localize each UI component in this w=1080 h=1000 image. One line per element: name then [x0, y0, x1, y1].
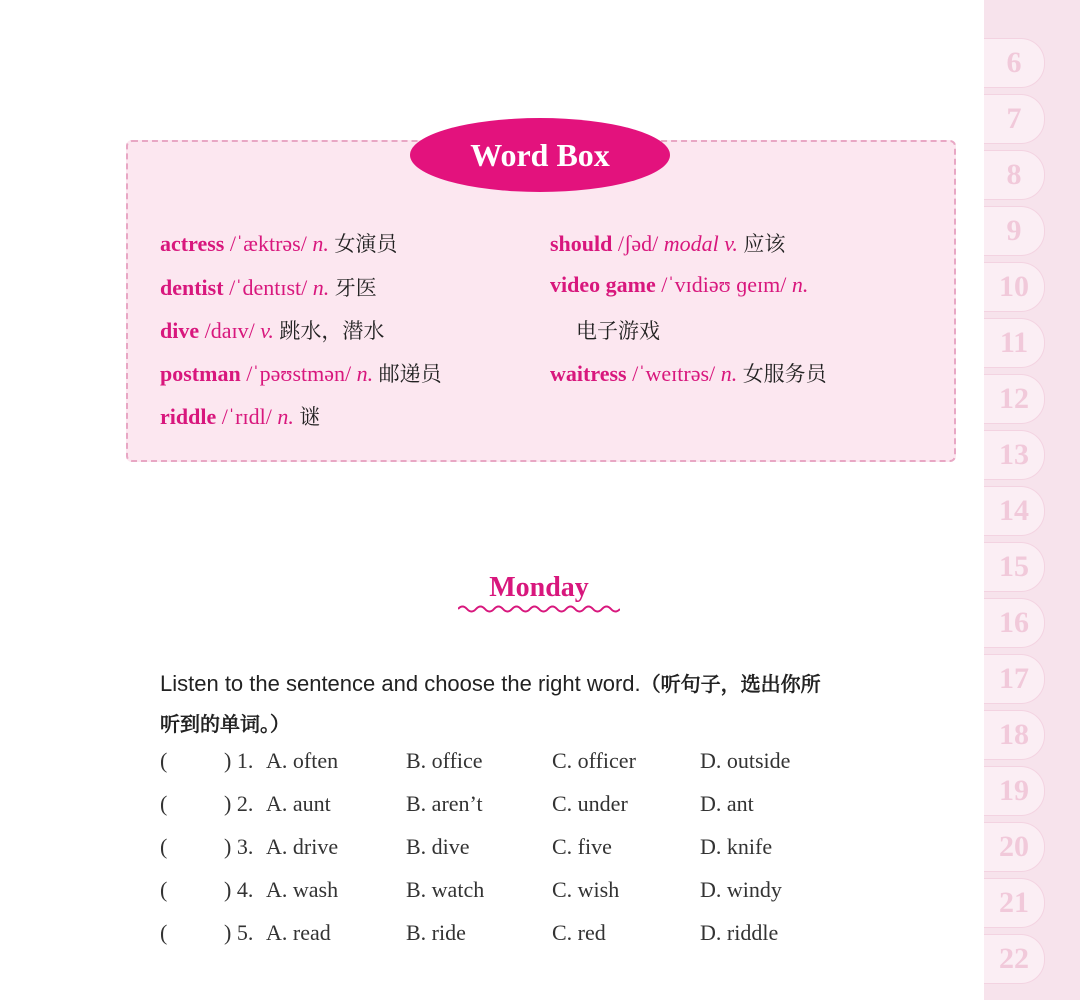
question-number: ) 3. [224, 834, 254, 859]
option-a: A. wash [266, 877, 339, 902]
entry-meaning: 牙医 [334, 276, 377, 300]
entry-word: waitress [550, 361, 627, 386]
entry-word: postman [160, 361, 241, 386]
answer-paren[interactable]: ( [160, 834, 168, 859]
entry-pos: n. [277, 404, 294, 429]
question-number: ) 1. [224, 748, 254, 773]
entry-meaning: 电子游戏 [576, 319, 660, 343]
entry-word: should [550, 231, 613, 256]
word-entry-video-game [550, 272, 808, 298]
side-tab: 12 [984, 374, 1045, 424]
entry-meaning: 女服务员 [742, 362, 827, 386]
answer-paren[interactable]: ( [160, 920, 168, 945]
entry-phonetic: /ˈpəʊstmən/ [246, 361, 352, 386]
side-tab-strip [984, 0, 1080, 1000]
side-tab: 6 [984, 38, 1045, 88]
option-d: D. ant [700, 791, 754, 816]
word-entry-dive [160, 315, 384, 345]
option-c: C. red [552, 920, 606, 945]
option-d: D. windy [700, 877, 782, 902]
side-tab: 7 [984, 94, 1045, 144]
entry-pos: v. [260, 318, 274, 343]
answer-paren[interactable]: ( [160, 877, 168, 902]
entry-meaning: 跳水，潜水 [279, 319, 385, 343]
entry-meaning: 女演员 [334, 232, 398, 256]
side-tab: 13 [984, 430, 1045, 480]
entry-word: video game [550, 272, 656, 297]
question-number: ) 2. [224, 791, 254, 816]
instructions [160, 664, 940, 744]
answer-paren[interactable]: ( [160, 791, 168, 816]
entry-pos: modal v. [663, 231, 738, 256]
entry-phonetic: /ˈæktrəs/ [229, 231, 307, 256]
entry-pos: n. [312, 275, 330, 300]
option-b: B. ride [406, 920, 466, 945]
side-tab: 21 [984, 878, 1045, 928]
entry-pos: n. [356, 361, 374, 386]
entry-word: actress [160, 231, 225, 256]
side-tab: 15 [984, 542, 1045, 592]
word-entry-video-game-meaning [576, 315, 660, 345]
option-b: B. office [406, 748, 483, 773]
entry-word: dive [160, 318, 200, 343]
entry-pos: n. [720, 361, 738, 386]
entry-word: riddle [160, 404, 217, 429]
word-entry-riddle [160, 401, 320, 431]
option-b: B. aren’t [406, 791, 483, 816]
option-c: C. officer [552, 748, 636, 773]
side-tab: 10 [984, 262, 1045, 312]
side-tab: 22 [984, 934, 1045, 984]
side-tab: 17 [984, 654, 1045, 704]
option-b: B. dive [406, 834, 470, 859]
entry-phonetic: /ˈweɪtrəs/ [632, 361, 716, 386]
entry-meaning: 谜 [299, 405, 321, 429]
side-tab: 14 [984, 486, 1045, 536]
option-d: D. knife [700, 834, 773, 859]
entry-word: dentist [160, 275, 224, 300]
word-entry-dentist [160, 272, 377, 302]
option-c: C. five [552, 834, 612, 859]
question-number: ) 4. [224, 877, 254, 902]
option-b: B. watch [406, 877, 485, 902]
option-c: C. under [552, 791, 628, 816]
entry-pos: n. [312, 231, 329, 256]
entry-meaning: 邮递员 [378, 362, 442, 386]
side-tab: 18 [984, 710, 1045, 760]
instruction-chinese-2: 听到的单词。） [160, 712, 290, 736]
side-tab: 20 [984, 822, 1045, 872]
side-tab: 16 [984, 598, 1045, 648]
word-entry-postman [160, 358, 442, 388]
entry-phonetic: /ˈdentɪst/ [229, 275, 308, 300]
answer-paren[interactable]: ( [160, 748, 168, 773]
side-tab: 8 [984, 150, 1045, 200]
section-title: Monday [489, 572, 589, 603]
side-tab: 11 [984, 318, 1045, 368]
option-a: A. drive [266, 834, 339, 859]
wavy-underline [458, 604, 620, 614]
option-a: A. read [266, 920, 331, 945]
option-d: D. riddle [700, 920, 779, 945]
option-a: A. aunt [266, 791, 331, 816]
entry-phonetic: /ʃəd/ [617, 231, 659, 256]
side-tab: 19 [984, 766, 1045, 816]
entry-meaning: 应该 [743, 232, 786, 256]
entry-pos: n. [791, 272, 809, 297]
entry-phonetic: /ˈvɪdiəʊ ɡeɪm/ [661, 272, 787, 297]
word-box-title: Word Box [410, 118, 670, 192]
question-number: ) 5. [224, 920, 254, 945]
option-d: D. outside [700, 748, 791, 773]
entry-phonetic: /daɪv/ [204, 318, 255, 343]
option-a: A. often [266, 748, 339, 773]
side-tab: 9 [984, 206, 1045, 256]
instruction-english: Listen to the sentence and choose the right word. [160, 671, 641, 696]
word-entry-waitress [550, 358, 827, 388]
word-entry-should [550, 228, 785, 258]
entry-phonetic: /ˈrɪdl/ [221, 404, 272, 429]
instruction-chinese-1: （听句子，选出你所 [640, 672, 821, 696]
word-entry-actress [160, 228, 397, 258]
option-c: C. wish [552, 877, 620, 902]
